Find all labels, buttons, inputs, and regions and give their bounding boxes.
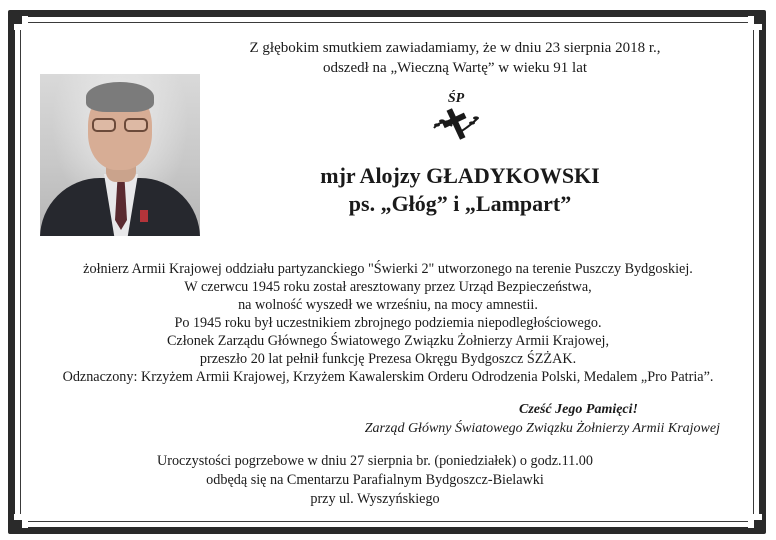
emblem-label: ŚP	[447, 91, 465, 106]
funeral-place: odbędą się na Cmentarzu Parafialnym Bydgoszcz-Bielawki	[206, 472, 544, 488]
frame-corner-bottom-right	[748, 514, 762, 528]
biography-line: W czerwcu 1945 roku został aresztowany przez Urząd Bezpieczeństwa,	[184, 279, 592, 295]
biography-line: na wolność wyszedł we wrześniu, na mocy amnestii.	[238, 297, 538, 313]
frame-corner-bottom-left	[14, 514, 28, 528]
intro-line-2: odszedł na „Wieczną Wartę” w wieku 91 lat	[322, 60, 588, 76]
tribute-honor: Cześć Jego Pamięci!	[519, 402, 638, 417]
biography	[30, 260, 746, 386]
biography-line: Po 1945 roku był uczestnikiem zbrojnego podziemia niepodległościowego.	[174, 315, 602, 331]
deceased-name-block	[250, 162, 670, 218]
frame-corner-top-right	[748, 16, 762, 30]
biography-line: Odznaczony: Krzyżem Armii Krajowej, Krzyżem Kawalerskim Orderu Odrodzenia Polski, Medalem „Pro Patria”.	[62, 369, 714, 385]
funeral-details	[100, 452, 650, 509]
frame-corner-top-left	[14, 16, 28, 30]
deceased-pseudonyms: ps. „Głóg” i „Lampart”	[348, 191, 572, 216]
biography-line: przeszło 20 lat pełnił funkcję Prezesa Okręgu Bydgoszcz ŚZŻAK.	[199, 351, 577, 367]
tribute-signature: Zarząd Główny Światowego Związku Żołnierzy Armii Krajowej	[364, 421, 720, 436]
funeral-date: Uroczystości pogrzebowe w dniu 27 sierpnia br. (poniedziałek) o godz.11.00	[156, 453, 593, 469]
funeral-street: przy ul. Wyszyńskiego	[310, 491, 440, 507]
portrait-photo	[40, 74, 200, 236]
deceased-name: mjr Alojzy GŁADYKOWSKI	[320, 163, 600, 188]
cross-with-laurel-icon	[428, 88, 484, 144]
announcement-intro	[220, 38, 690, 78]
biography-line: Członek Zarządu Głównego Światowego Związku Żołnierzy Armii Krajowej,	[166, 333, 610, 349]
biography-line: żołnierz Armii Krajowej oddziału partyzanckiego "Świerki 2" utworzonego na terenie Puszczy Bydgoskiej.	[83, 261, 693, 277]
intro-line-1: Z głębokim smutkiem zawiadamiamy, że w dniu 23 sierpnia 2018 r.,	[249, 40, 661, 56]
tribute-block	[300, 400, 720, 438]
